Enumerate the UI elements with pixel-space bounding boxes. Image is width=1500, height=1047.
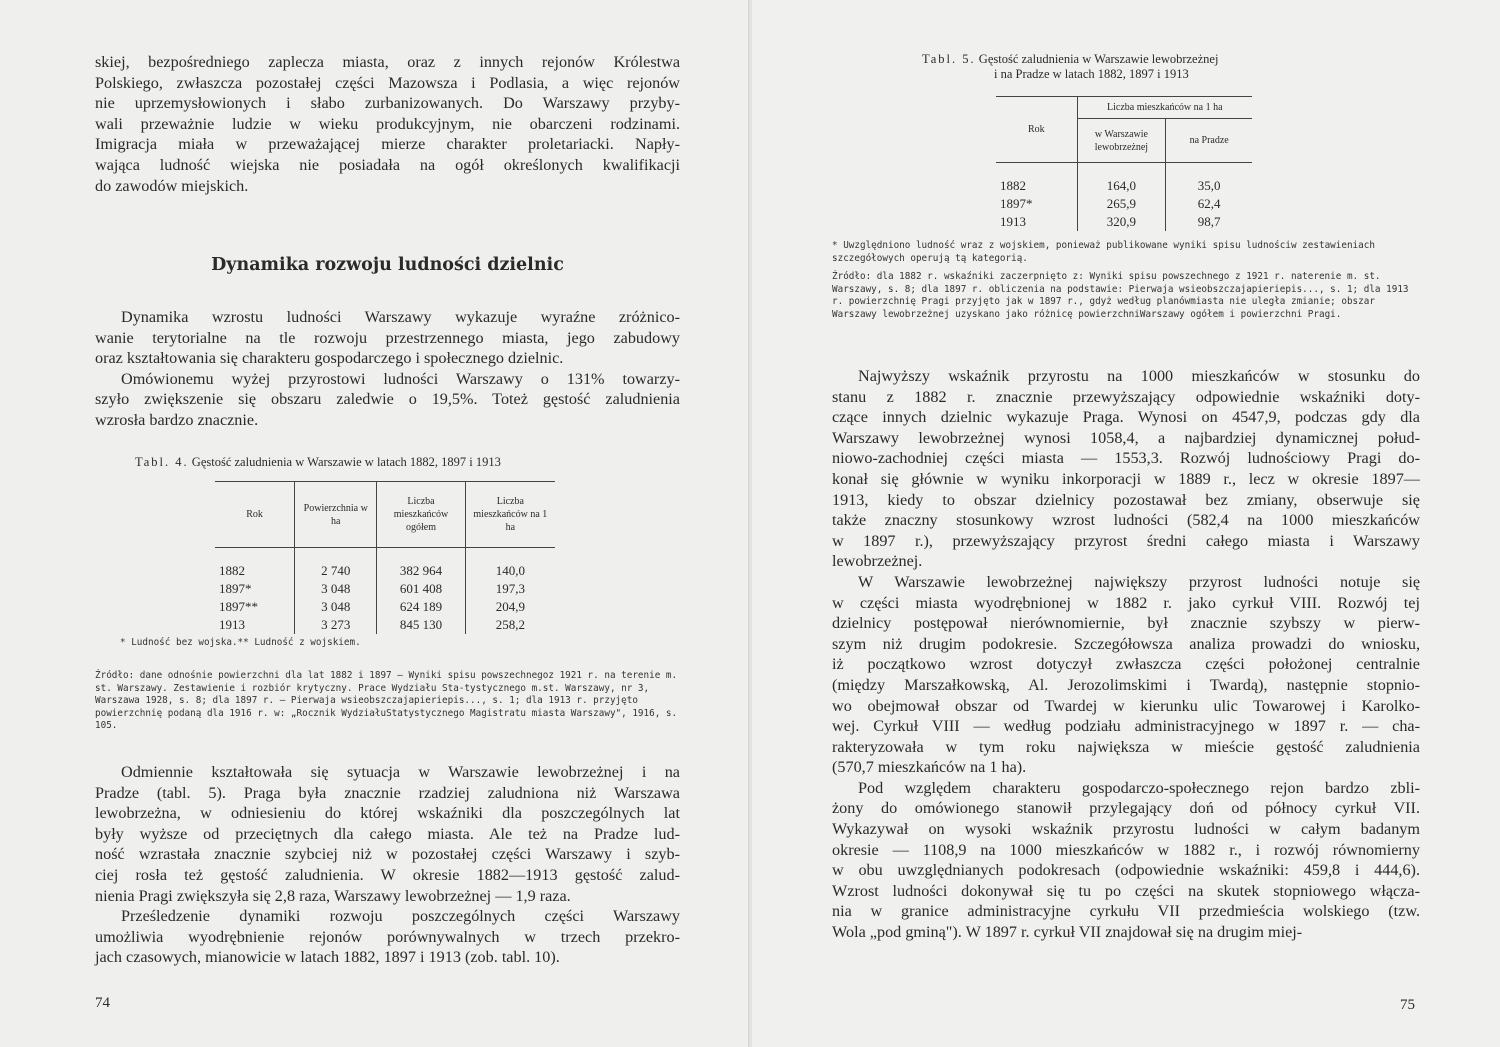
- paragraph-lines: [95, 52, 680, 196]
- text-line: Wykazywał on wysoki wskaźnik przyrostu ludności w całym badanym: [832, 820, 1420, 839]
- table-cell: 2 740: [295, 562, 377, 580]
- table-row: [996, 177, 1252, 195]
- table-cell: 204,9: [495, 598, 525, 614]
- source-note: [832, 271, 1420, 321]
- table-cell: 62,4: [1197, 195, 1221, 211]
- page-number: 74: [95, 995, 110, 1011]
- table-cell: 1882: [996, 177, 1077, 195]
- text-line: Prześledzenie dynamiki rozwoju poszczególnych części Warszawy: [121, 907, 680, 926]
- table-cell: 382 964: [377, 562, 465, 580]
- text-line: iż początkowo wzrost dotyczył zwłaszcza części położonej centralnie: [832, 655, 1420, 674]
- table-5-notes: [832, 240, 1420, 265]
- text-line: wali przeważnie ludzie w wieku produkcyjnym, nie obarczeni rodzinami.: [95, 114, 680, 133]
- table-row: [215, 598, 555, 616]
- table-caption: i na Pradze w latach 1882, 1897 i 1913: [994, 67, 1189, 81]
- text-line: lewobrzeżna, w odniesieniu do której wskaźniki dla poszczególnych lat: [95, 804, 680, 823]
- table-row: [215, 580, 555, 598]
- table-row: [215, 562, 555, 580]
- section-heading: Dynamika rozwoju ludności dzielnic: [211, 255, 564, 275]
- table-header: Liczba mieszkańców na 1 ha: [473, 496, 548, 533]
- paragraph-lines: [95, 762, 680, 906]
- text-line: (między Marszałkowską, Al. Jerozolimskimi i Twardą), następnie stopnio-: [832, 675, 1420, 694]
- footnote: [120, 637, 680, 650]
- text-line: wo obejmował obszar od Twardej w kierunku ulic Towarowej i Karolko-: [832, 696, 1420, 715]
- table-4-notes: [120, 637, 680, 650]
- text-line: Polskiego, zwłaszcza pozostałej części Mazowsza i Podlasia, a więc rejonów: [95, 73, 680, 92]
- table-header: Rok: [996, 97, 1077, 163]
- text-line: (570,7 mieszkańców na 1 ha).: [832, 758, 1027, 777]
- text-line: Wola „pod gminą"). W 1897 r. cyrkuł VII znajdował się na drugim miej-: [832, 923, 1303, 942]
- table-cell: 197,3: [495, 580, 525, 596]
- table-cell: 601 408: [377, 580, 465, 598]
- right-page: [752, 0, 1500, 1047]
- table-5: [996, 96, 1252, 231]
- text-line: umożliwia wyodrębnienie rejonów porównywalnych w trzech przekro-: [95, 927, 680, 946]
- source-note: [95, 670, 680, 733]
- text-line: czące innych dzielnic wykazuje Praga. Wynosi on 4547,9, podczas gdy dla: [832, 408, 1420, 427]
- table-cell: 320,9: [1077, 213, 1166, 231]
- table-header: Liczba mieszkańców ogółem: [377, 482, 465, 548]
- text-line: wająca ludność wiejska nie posiadała na ogół określonych kwalifikacji: [95, 155, 680, 174]
- text-line: * Uwzględniono ludność wraz z wojskiem, ponieważ publikowane wyniki spisu ludności: [832, 240, 1291, 251]
- table-label: Tabl. 4.: [135, 455, 189, 469]
- table-cell: 98,7: [1197, 213, 1221, 229]
- text-line: żony do omówionego stanowił przylegający doń od północy cyrkuł VII.: [832, 799, 1420, 818]
- text-line: miasta nie uległa zmianie; obszar Warszawy lewobrzeżnej uzyskano jako różnicę powierzchni: [832, 296, 1375, 320]
- table-cell: 258,2: [495, 616, 525, 632]
- table-label: Tabl. 5.: [922, 52, 976, 66]
- text-line: w 1897 r.), przewyższający przyrost średni całego miasta i Warszawy: [832, 531, 1420, 550]
- text-line: nie uprzemysłowionych i słabo zurbanizowanych. Do Warszawy przyby-: [95, 94, 680, 113]
- text-line: wej. Cyrkuł VIII — według podziału administracyjnego w 1897 r. — cha-: [832, 717, 1420, 736]
- table-cell: 265,9: [1077, 195, 1166, 213]
- text-line: Źródło: dane odnośnie powierzchni dla lat 1882 i 1897 — Wyniki spisu powszechnego: [95, 670, 549, 681]
- text-line: W Warszawie lewobrzeżnej największy przyrost ludności notuje się: [858, 572, 1420, 591]
- text-line: z 1921 r. na terenie m. st. Warszawy. Zestawienie i rozbiór krytyczny. Prace Wydziału Sta-: [95, 670, 678, 694]
- text-line: Imigracja miała w przeważającej mierze charakter proletariacki. Napły-: [95, 135, 680, 154]
- table-5-source: [832, 271, 1420, 321]
- text-line: * Ludność bez wojska.: [120, 637, 238, 648]
- text-line: Źródło: dla 1882 r. wskaźniki zaczerpnięto z: Wyniki spisu powszechnego z 1921 r. na: [832, 271, 1303, 282]
- text-line: wanie terytorialne na tle rozwoju przestrzennego miasta, jego zabudowy: [95, 328, 680, 347]
- page-number: 75: [1400, 997, 1415, 1013]
- table-4: [215, 481, 555, 634]
- table-5-body: [996, 177, 1252, 231]
- table-header: Rok: [215, 482, 295, 548]
- text-line: niowo-zachodniej części miasta — 1553,3. Rozwój ludnościowy Pragi do-: [832, 449, 1420, 468]
- text-line: w obu uwzględnianych podokresach (odpowiednie wskaźniki: 459,8 i 444,6).: [832, 861, 1420, 880]
- text-line: Pradze (tabl. 5). Praga była znacznie rzadziej zaludniona niż Warszawa: [95, 783, 680, 802]
- paragraph-lines: [95, 906, 680, 968]
- text-line: rakteryzowała w tym roku największa w mieście gęstość zaludnienia: [832, 737, 1420, 756]
- left-paragraph-2: [95, 307, 680, 431]
- table-cell: 1913: [996, 213, 1077, 231]
- paragraph-lines: [832, 778, 1420, 943]
- text-line: skiej, bezpośredniego zaplecza miasta, oraz z innych rejonów Królestwa: [95, 53, 680, 71]
- table-header: Powierzchnia w ha: [295, 482, 377, 548]
- text-line: Statystycznego Magistratu miasta Warszawy", 1916, s. 105.: [95, 707, 678, 732]
- section-heading-block: [95, 255, 680, 275]
- text-line: lewobrzeżnej.: [832, 552, 923, 571]
- text-line: ciej rosła też gęstość zaludnienia. W okresie 1882—1913 gęstość zalud-: [95, 865, 680, 884]
- text-line: 1913, kiedy to obszar dzielnicy pozostawał bez zmiany, obserwuje się: [832, 490, 1420, 509]
- text-line: Pod względem charakteru gospodarczo-społecznego rejon bardzo zbli-: [858, 778, 1420, 797]
- text-line: tystycznego m.st. Warszawy, nr 3, Warszawa 1928, s. 8; dla 1897 r. — Pierwaja wsieobszczaja: [95, 682, 650, 707]
- table-header: w Warszawie lewobrzeżnej: [1077, 119, 1166, 163]
- table-4-body: [215, 562, 555, 634]
- table-row: [996, 195, 1252, 213]
- text-line: terenie m. st. Warszawy, s. 8; dla 1897 r. obliczenia na podstawie: Pierwaja wsieobszczaja: [832, 271, 1381, 295]
- paragraph-lines: [95, 369, 680, 431]
- table-5-caption: [922, 52, 1342, 82]
- table-cell: 1897*: [215, 580, 295, 598]
- table-4-caption: [135, 455, 655, 470]
- text-line: szym niż drugim podokresie. Szczegółowsza analiza prowadzi do wniosku,: [832, 634, 1420, 653]
- text-line: jach czasowych, mianowicie w latach 1882, 1897 i 1913 (zob. tabl. 10).: [95, 948, 560, 967]
- text-line: pieriepis..., s. 1; dla 1913 r. powierzchnię Pragi przyjęto jak w 1897 r., gdyż według planów: [832, 283, 1409, 308]
- text-line: Najwyższy wskaźnik przyrostu na 1000 mieszkańców w stosunku do: [858, 367, 1420, 385]
- table-header: na Pradze: [1189, 135, 1229, 146]
- text-line: pieriepis..., s. 1; dla 1913 r. przyjęto powierzchnię podaną dla 1916 r. w: „Rocznik Wydziału: [95, 695, 638, 719]
- table-row: [996, 213, 1252, 231]
- text-line: Wzrost ludności dokonywał się tu po części na skutek stopniowego włącza-: [832, 881, 1420, 900]
- text-line: nienia Pragi zwiększyła się 2,8 raza, Warszawy lewobrzeżnej — 1,9 raza.: [95, 886, 571, 905]
- paragraph-lines: [95, 307, 680, 369]
- text-line: były wyższe od przeciętnych dla całego miasta. Ale też na Pradze lud-: [95, 824, 680, 843]
- table-cell: 1897**: [215, 598, 295, 616]
- table-cell: 3 048: [295, 580, 377, 598]
- paragraph-lines: [832, 572, 1420, 778]
- text-line: oraz kształtowania się charakteru gospodarczego i społecznego dzielnic.: [95, 349, 564, 368]
- text-line: w części miasta wyodrębnionej w 1882 r. jako cyrkuł VIII. Rozwój tej: [832, 593, 1420, 612]
- text-line: szyło zwiększenie się obszaru zaledwie o 19,5%. Toteż gęstość zaludnienia: [95, 390, 680, 409]
- table-cell: 3 048: [295, 598, 377, 616]
- table-cell: 1913: [215, 616, 295, 634]
- text-line: ność wzrastała znacznie szybciej niż w pozostałej części Warszawy i szyb-: [95, 845, 680, 864]
- text-line: także znaczny stosunkowy wzrost ludności (582,4 na 1000 mieszkańców: [832, 511, 1420, 530]
- table-cell: 35,0: [1197, 177, 1221, 193]
- table-caption: Gęstość zaludnienia w Warszawie lewobrzeżnej: [978, 52, 1219, 66]
- table-cell: 624 189: [377, 598, 465, 616]
- text-line: do zawodów miejskich.: [95, 176, 249, 195]
- text-line: ** Ludność z wojskiem.: [237, 637, 361, 648]
- left-paragraph-1: [95, 52, 680, 196]
- table-cell: 164,0: [1077, 177, 1166, 195]
- text-line: dzielnicy postępował nierównomiernie, był znacznie szybszy w pierw-: [832, 614, 1420, 633]
- text-line: Warszawy lewobrzeżnej wynosi 1058,4, a najbardziej dynamicznej połud-: [832, 428, 1420, 447]
- right-paragraphs: [832, 366, 1420, 943]
- table-cell: 1897*: [996, 195, 1077, 213]
- table-header: Liczba mieszkańców na 1 ha: [1077, 97, 1252, 119]
- text-line: Warszawy ogółem i powierzchni Pragi.: [1139, 308, 1342, 320]
- text-line: nia w granice administracyjne cyrkułu VII przedmieścia wolskiego (tzw.: [832, 902, 1420, 921]
- table-cell: 1882: [215, 562, 295, 580]
- text-line: Odmiennie kształtowała się sytuacja w Warszawie lewobrzeżnej i na: [121, 763, 680, 781]
- table-cell: 845 130: [377, 616, 465, 634]
- text-line: stanu z 1882 r. znacznie przewyższający odpowiednie wskaźniki doty-: [832, 387, 1420, 406]
- table-row: [215, 616, 555, 634]
- text-line: okresie — 1108,9 na 1000 mieszkańców w 1882 r., i rozwój równomierny: [832, 840, 1420, 859]
- text-line: wzrosła bardzo znacznie.: [95, 410, 259, 429]
- footnote: [832, 240, 1420, 265]
- text-line: Dynamika wzrostu ludności Warszawy wykazuje wyraźne zróżnico-: [121, 308, 680, 326]
- text-line: konał się głównie w wyniku inkorporacji w 1889 r., lecz w okresie 1897—: [832, 469, 1420, 488]
- table-4-source: [95, 670, 680, 733]
- table-cell: 140,0: [495, 562, 525, 578]
- text-line: w zestawieniach szczegółowych operują tą kategorią.: [832, 240, 1375, 264]
- table-caption: Gęstość zaludnienia w Warszawie w latach 1882, 1897 i 1913: [191, 455, 501, 469]
- paragraph-lines: [832, 366, 1420, 572]
- left-paragraph-3: [95, 762, 680, 968]
- table-cell: 3 273: [295, 616, 377, 634]
- text-line: Omówionemu wyżej przyrostowi ludności Warszawy o 131% towarzy-: [121, 369, 680, 388]
